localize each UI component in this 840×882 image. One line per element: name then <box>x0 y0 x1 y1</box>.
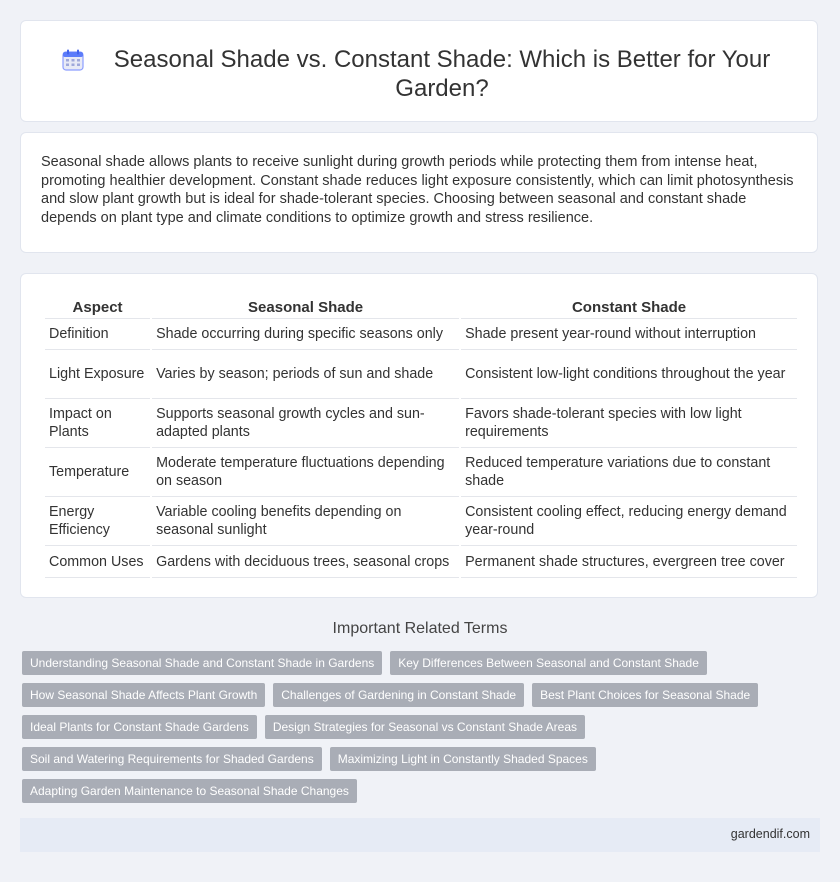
title-card <box>20 20 818 122</box>
seasonal-cell: Variable cooling benefits depending on seasonal sunlight <box>152 497 459 546</box>
table-header-row <box>45 296 797 319</box>
table-row <box>45 497 797 546</box>
header-aspect: Aspect <box>45 296 150 319</box>
aspect-cell: Light Exposure <box>45 350 150 399</box>
related-term-tag[interactable]: Challenges of Gardening in Constant Shade <box>273 683 524 707</box>
footer <box>20 818 820 852</box>
related-terms-title: Important Related Terms <box>332 620 508 637</box>
page-title: Seasonal Shade vs. Constant Shade: Which is Better for Your Garden? <box>113 46 771 102</box>
related-term-tag[interactable]: Understanding Seasonal Shade and Constant Shade in Gardens <box>22 651 382 675</box>
table-row <box>45 546 797 578</box>
constant-cell: Favors shade-tolerant species with low light requirements <box>461 399 797 448</box>
seasonal-cell: Moderate temperature fluctuations depending on season <box>152 448 459 497</box>
header-constant-shade: Constant Shade <box>461 296 797 319</box>
aspect-cell: Definition <box>45 319 150 350</box>
related-term-tag[interactable]: Key Differences Between Seasonal and Constant Shade <box>390 651 707 675</box>
constant-cell: Consistent cooling effect, reducing energy demand year-round <box>461 497 797 546</box>
aspect-cell: Temperature <box>45 448 150 497</box>
calendar-icon <box>61 48 85 72</box>
seasonal-cell: Varies by season; periods of sun and shade <box>152 350 459 399</box>
related-term-tag[interactable]: How Seasonal Shade Affects Plant Growth <box>22 683 265 707</box>
constant-cell: Shade present year-round without interruption <box>461 319 797 350</box>
aspect-cell: Impact on Plants <box>45 399 150 448</box>
table-row <box>45 399 797 448</box>
seasonal-cell: Shade occurring during specific seasons only <box>152 319 459 350</box>
constant-cell: Reduced temperature variations due to constant shade <box>461 448 797 497</box>
related-term-tag[interactable]: Soil and Watering Requirements for Shaded Gardens <box>22 747 322 771</box>
related-terms-list <box>22 651 802 811</box>
footer-site-link[interactable]: gardendif.com <box>730 827 810 841</box>
related-term-tag[interactable]: Design Strategies for Seasonal vs Constant Shade Areas <box>265 715 585 739</box>
constant-cell: Consistent low-light conditions throughout the year <box>461 350 797 399</box>
seasonal-cell: Supports seasonal growth cycles and sun-adapted plants <box>152 399 459 448</box>
related-term-tag[interactable]: Ideal Plants for Constant Shade Gardens <box>22 715 257 739</box>
table-row <box>45 319 797 350</box>
related-term-tag[interactable]: Maximizing Light in Constantly Shaded Spaces <box>330 747 596 771</box>
related-term-tag[interactable]: Best Plant Choices for Seasonal Shade <box>532 683 758 707</box>
aspect-cell: Energy Efficiency <box>45 497 150 546</box>
table-row <box>45 350 797 399</box>
table-row <box>45 448 797 497</box>
aspect-cell: Common Uses <box>45 546 150 578</box>
related-term-tag[interactable]: Adapting Garden Maintenance to Seasonal Shade Changes <box>22 779 357 803</box>
constant-cell: Permanent shade structures, evergreen tree cover <box>461 546 797 578</box>
intro-card <box>20 132 818 253</box>
seasonal-cell: Gardens with deciduous trees, seasonal crops <box>152 546 459 578</box>
intro-paragraph: Seasonal shade allows plants to receive sunlight during growth periods while protecting them from intense heat, promoting healthier development. Constant shade reduces light exposure consistently, which can limit photosynthesis and slow plant growth but is ideal for shade-tolerant species. Choosing between seasonal and constant shade depends on plant type and climate conditions to optimize growth and stress resilience. <box>41 154 794 226</box>
header-seasonal-shade: Seasonal Shade <box>152 296 459 319</box>
comparison-table-card <box>20 273 818 598</box>
comparison-table <box>43 296 799 578</box>
